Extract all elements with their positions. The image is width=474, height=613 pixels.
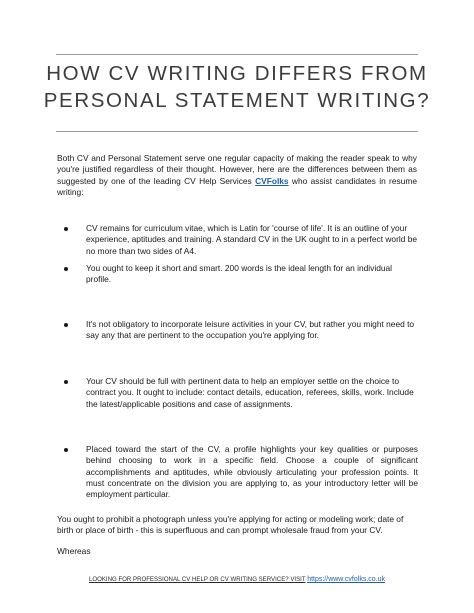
intro-paragraph bbox=[57, 153, 417, 198]
page-title: HOW CV WRITING DIFFERS FROM PERSONAL STATEMENT WRITING? bbox=[43, 62, 431, 112]
list-item-text: It's not obligatory to incorporate leisure activities in your CV, but rather you might need to say any that are pertinent to the occupation you're applying for. bbox=[86, 319, 415, 341]
bullet-icon bbox=[64, 448, 68, 452]
intro-text-before-link: Both CV and Personal Statement serve one regular capacity of making the reader speak to why you're justified regardless of their thought. However, here are the differences between them as suggested by one of the leading CV Help Services bbox=[57, 153, 417, 186]
list-item bbox=[64, 444, 418, 500]
bullet-icon bbox=[64, 380, 68, 384]
list-item-text: CV remains for curriculum vitae, which is Latin for 'course of life'. It is an outline of your experience, aptitudes and training. A standard CV in the UK ought to in a perfect world be no more than two sides of A4. bbox=[86, 223, 418, 256]
title-bottom-rule bbox=[56, 131, 418, 132]
bullet-icon bbox=[64, 267, 68, 271]
list-item bbox=[64, 263, 418, 286]
outro-paragraph: You ought to prohibit a photograph unless you're applying for acting or modeling work; date of birth or place of birth - this is superfluous and can prompt wholesale fraud from your CV. bbox=[57, 514, 404, 536]
intro-text-after-link: who assist candidates in resume writing: bbox=[57, 175, 417, 197]
list-item-text: You ought to keep it short and smart. 200 words is the ideal length for an individual profile. bbox=[86, 263, 393, 285]
list-item-text: Your CV should be full with pertinent data to help an employer settle on the choice to contract you. It ought to include: contact details, education, referees, skills, work. Include the latest/applicable positions and case of assignments. bbox=[86, 376, 414, 409]
footer-website-link[interactable]: https://www.cvfolks.co.uk bbox=[307, 576, 385, 583]
list-item bbox=[64, 223, 418, 257]
page-footer bbox=[0, 576, 474, 583]
bullet-icon bbox=[64, 227, 68, 231]
list-item-text: Placed toward the start of the CV, a profile highlights your key qualities or purposes behind choosing to work in a specific field. Choose a couple of significant accomplishments and aptitudes, while obviously articulating your profession points. It must concentrate on the division you are applying to, as your introductory letter will be employment particular. bbox=[86, 444, 418, 500]
list-item bbox=[64, 376, 418, 410]
title-top-rule bbox=[56, 54, 418, 55]
footer-label: LOOKING FOR PROFESSIONAL CV HELP OR CV WRITING SERVICE? VISIT bbox=[88, 576, 306, 583]
whereas-paragraph: Whereas bbox=[57, 546, 91, 556]
cvfolks-link[interactable]: CVFolks bbox=[255, 175, 289, 186]
list-item bbox=[64, 319, 418, 342]
bullet-icon bbox=[64, 323, 68, 327]
